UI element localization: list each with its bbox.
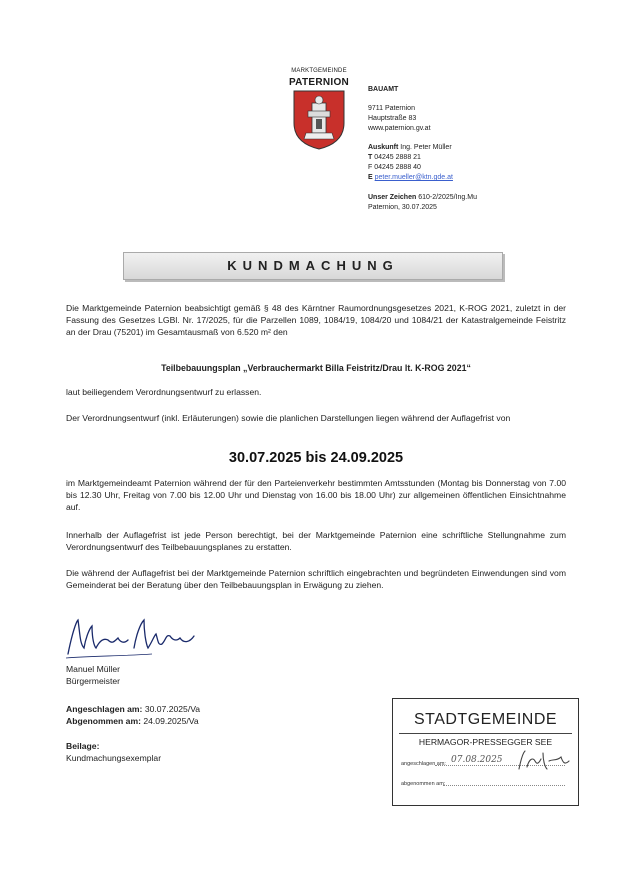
- plan-name: Teilbebauungsplan „Verbrauchermarkt Billa Feistritz/Drau lt. K-ROG 2021“: [161, 363, 471, 373]
- handwritten-signature: [62, 614, 212, 662]
- intro-paragraph: Die Marktgemeinde Paternion beabsichtigt gemäß § 48 des Kärntner Raumordnungsgesetzes 2021, K-ROG 2021, zuletzt in der Fassung des Gesetzes LGBl. Nr. 17/2025, für die Parzellen 1089, 1084/19, 1084/20 und 1084/21 der Katastralgemeinde Feistritz an der Drau (75201) im Gesamtausmaß von 6.520 m² den: [66, 303, 566, 338]
- title-banner: [123, 252, 503, 280]
- display-period: 30.07.2025 bis 24.09.2025: [228, 450, 404, 466]
- signatory-name: Manuel Müller: [66, 664, 120, 674]
- address: 9711 Paternion Hauptstraße 83 www.paternion.gv.at: [368, 105, 431, 132]
- document-title: KUNDMACHUNG: [227, 258, 399, 273]
- coat-of-arms-icon: [292, 89, 346, 151]
- hours-paragraph: im Marktgemeindeamt Paternion während der für den Parteienverkehr bestimmten Amtsstunden (Montag bis Donnerstag von 7.00 bis 12.30 Uhr, Freitag von 7.00 bis 12.00 Uhr und Dienstag von 16.00 bis 18.00 Uhr) zur allgemeinen öffentlichen Einsichtnahme auf.: [66, 478, 566, 513]
- display-paragraph: Der Verordnungsentwurf (inkl. Erläuterungen) sowie die planlichen Darstellungen liegen während der Auflagefrist von: [66, 413, 511, 423]
- stamp-posted-value: 07.08.2025: [451, 755, 503, 765]
- statement-paragraph: Innerhalb der Auflagefrist ist jede Person berechtigt, bei der Marktgemeinde Paternion eine schriftliche Stellungnahme zum Verordnungsentwurf des Teilbebauungsplanes zu erstatten.: [66, 530, 566, 553]
- stamp-title: STADTGEMEINDE: [413, 711, 558, 728]
- posting-info: Angeschlagen am: 30.07.2025/Va Abgenommen am: 24.09.2025/Va: [66, 704, 201, 726]
- stamp-removed-label: abgenommen am:: [401, 781, 446, 787]
- stamp-posted-label: angeschlagen am:: [401, 761, 446, 767]
- crest-title: MARKTGEMEINDE: [291, 68, 347, 74]
- contact-block: Auskunft Ing. Peter Müller T 04245 2888 21 F 04245 2888 40 E peter.mueller@ktn.gde.at: [368, 144, 453, 181]
- signatory-role: Bürgermeister: [66, 676, 120, 686]
- objection-paragraph: Die während der Auflagefrist bei der Marktgemeinde Paternion schriftlich eingebrachten und begründeten Einwendungen sind vom Gemeinderat bei der Beratung über den Teilbebauungsplan in Erwägung zu ziehen.: [66, 568, 566, 591]
- crest-name: PATERNION: [288, 77, 350, 88]
- stamp-subtitle: HERMAGOR-PRESSEGGER SEE: [418, 737, 553, 747]
- municipal-stamp: [392, 698, 579, 806]
- reference-block: Unser Zeichen 610-2/2025/Ing.Mu Paternion, 30.07.2025: [368, 194, 477, 211]
- attachment-info: Beilage: Kundmachungsexemplar: [66, 741, 162, 763]
- signatory: [66, 663, 120, 687]
- email-link[interactable]: peter.mueller@ktn.gde.at: [374, 174, 453, 181]
- department: BAUAMT: [368, 86, 399, 93]
- enact-paragraph: laut beiliegendem Verordnungsentwurf zu erlassen.: [66, 387, 262, 397]
- stamp-signature: [517, 749, 571, 771]
- website-link[interactable]: www.paternion.gv.at: [368, 125, 431, 132]
